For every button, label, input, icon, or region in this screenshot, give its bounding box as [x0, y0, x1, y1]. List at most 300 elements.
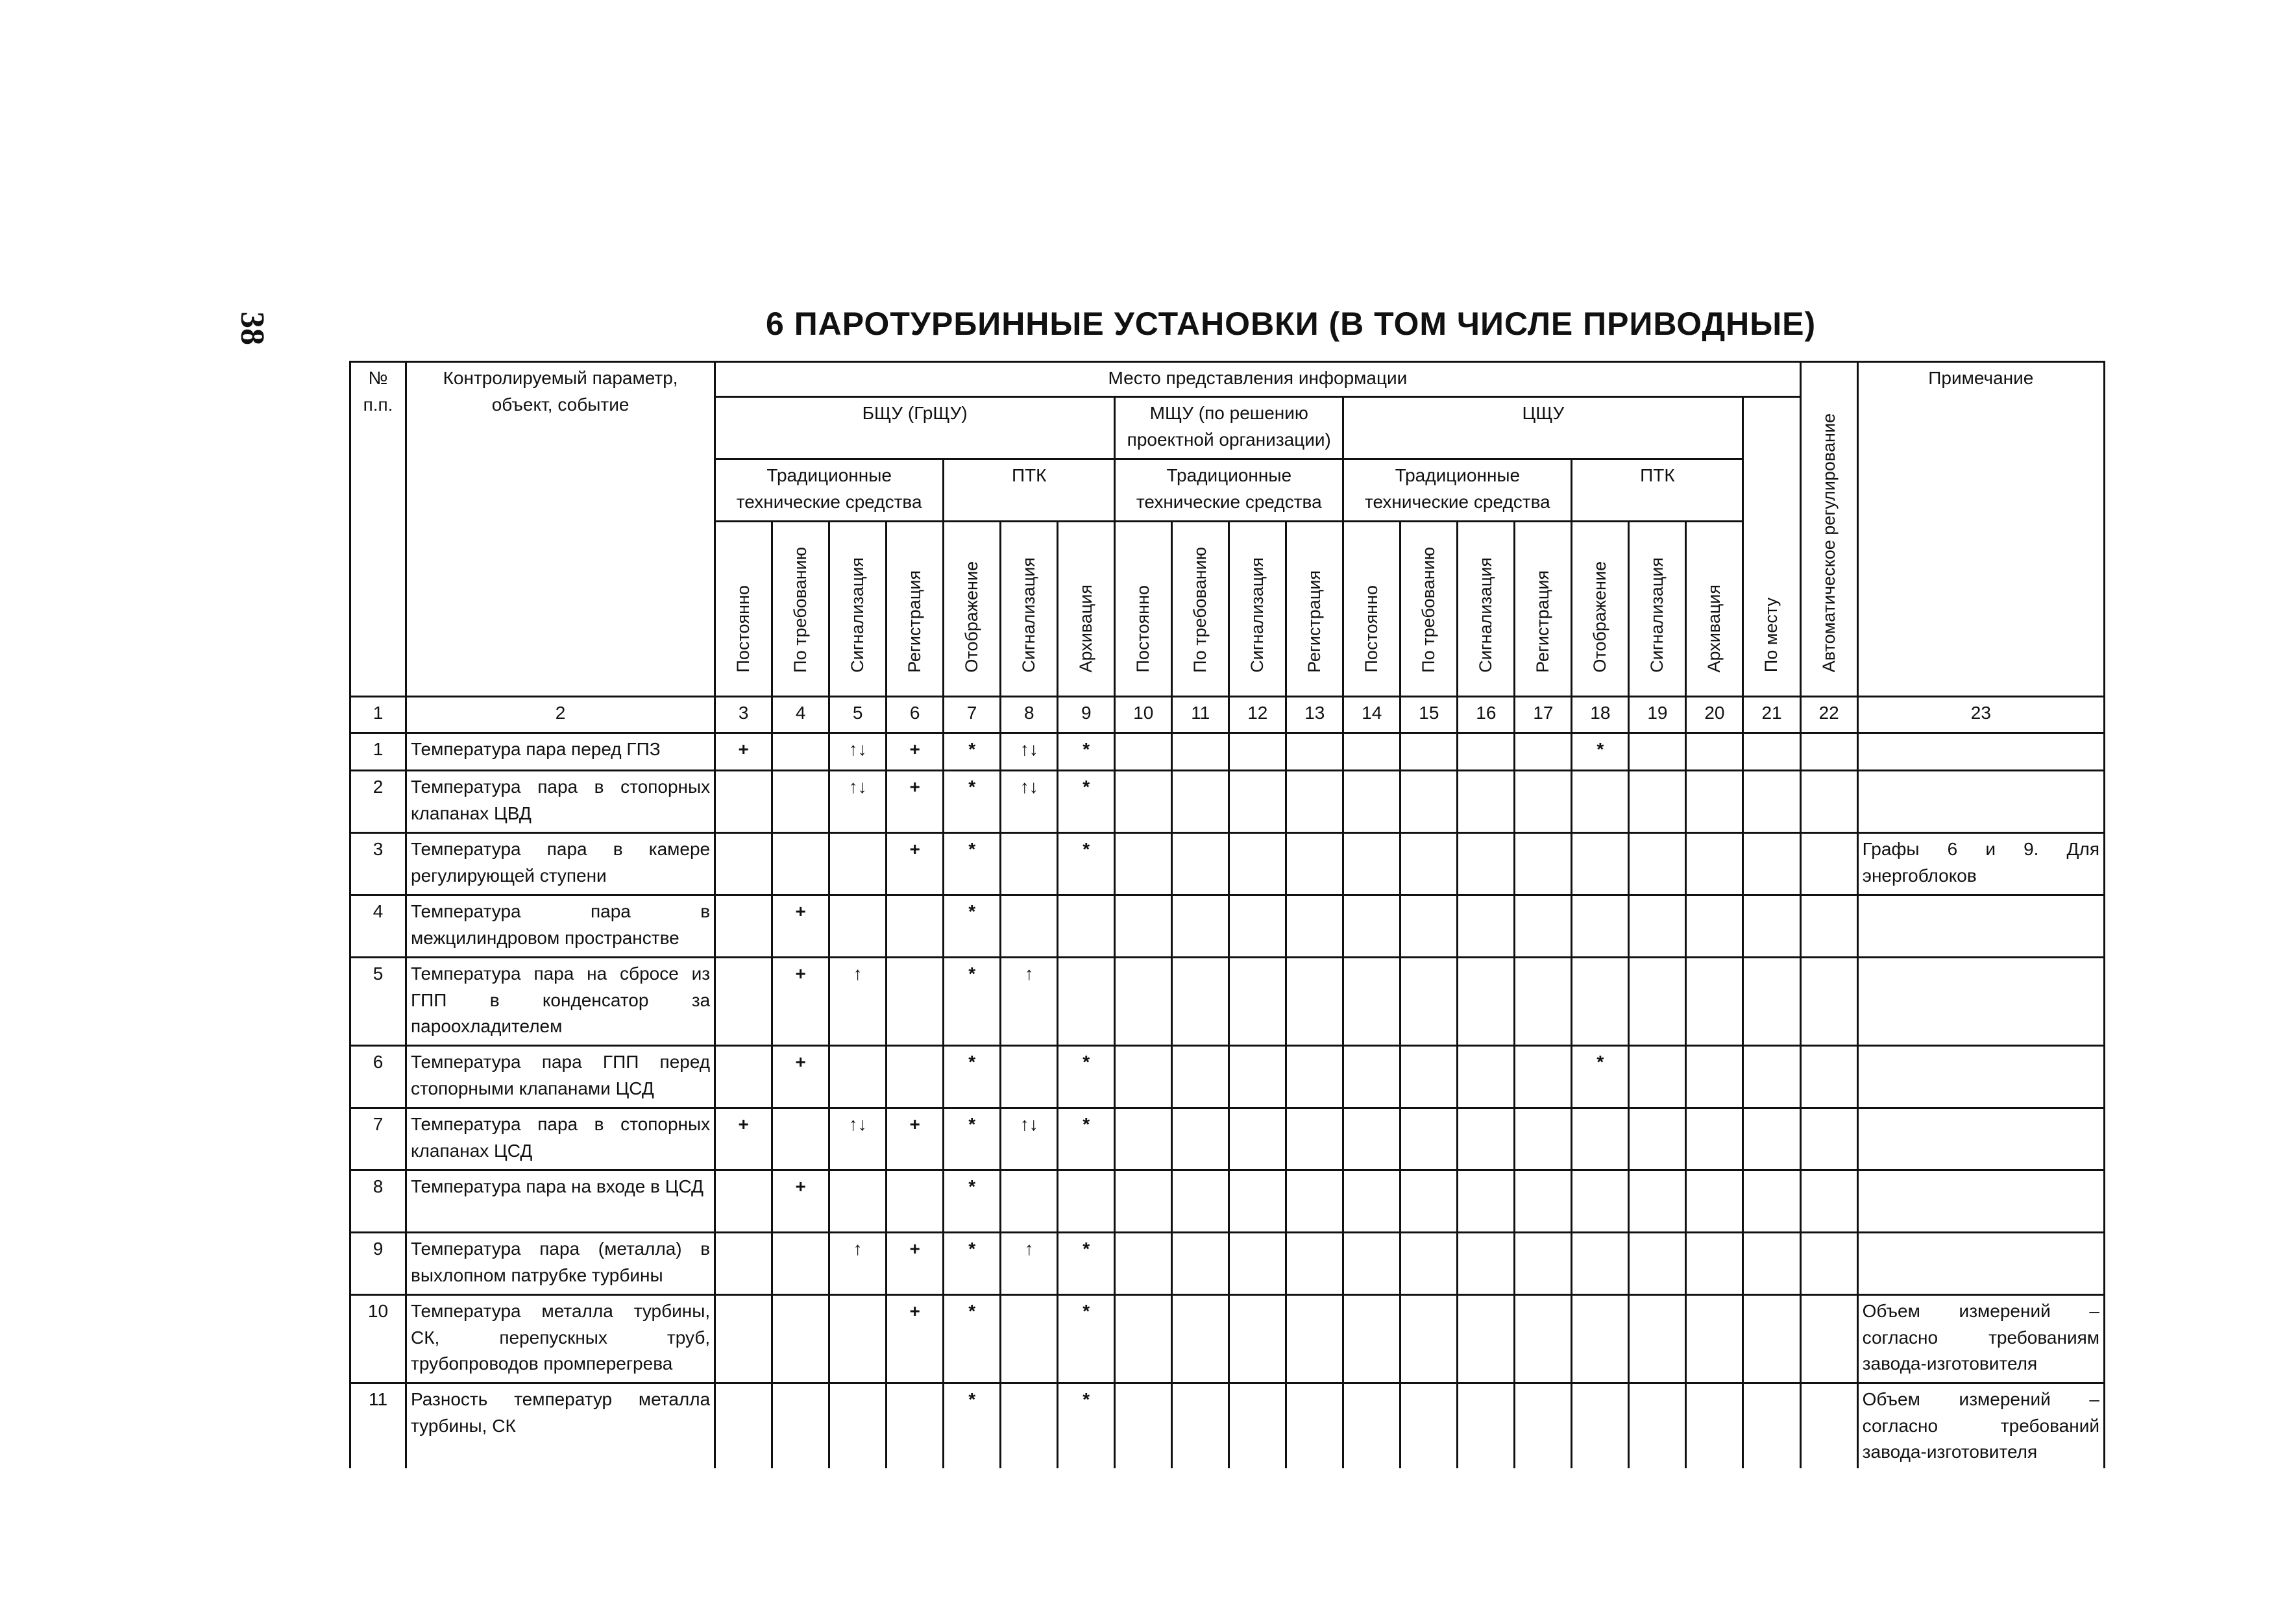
subheader-cell: [1572, 522, 1629, 697]
row-mark: +: [772, 958, 829, 1046]
header-param: Контролируемый параметр, объект, событие: [406, 362, 715, 697]
subheader-cell: [772, 522, 829, 697]
row-mark: *: [944, 1233, 1001, 1295]
row-mark: *: [944, 1170, 1001, 1233]
row-note: [1857, 771, 2104, 833]
row-parameter: Температура пара в стопорных клапанах ЦВД: [406, 771, 715, 833]
row-mark: [1572, 1295, 1629, 1383]
row-mark: [1172, 1295, 1229, 1383]
row-mark: [1172, 771, 1229, 833]
row-note: [1857, 958, 2104, 1046]
row-mark: [1458, 771, 1515, 833]
row-mark: [1458, 1295, 1515, 1383]
row-mark: [1629, 733, 1686, 771]
row-mark: [1686, 958, 1743, 1046]
subheader-cell: [1400, 522, 1458, 697]
row-mark: [1800, 1383, 1857, 1468]
column-number: 12: [1229, 697, 1286, 733]
row-mark: [1572, 833, 1629, 895]
row-mark: [772, 771, 829, 833]
table-row: [350, 958, 2105, 1046]
row-note: Объем измерений – согласно требований завода-изготовителя: [1857, 1383, 2104, 1468]
row-mark: [1400, 1383, 1458, 1468]
row-number: 4: [350, 895, 406, 958]
row-mark: [1572, 958, 1629, 1046]
table-row: [350, 895, 2105, 958]
row-number: 2: [350, 771, 406, 833]
row-mark: [1743, 1108, 1800, 1170]
row-mark: [1229, 895, 1286, 958]
row-mark: *: [1058, 1108, 1115, 1170]
row-mark: +: [772, 1046, 829, 1108]
row-mark: *: [1058, 1046, 1115, 1108]
row-mark: ↑↓: [1001, 1108, 1058, 1170]
subheader-cell: [1058, 522, 1115, 697]
row-mark: [1343, 833, 1400, 895]
row-mark: [1115, 833, 1172, 895]
row-mark: [1172, 1108, 1229, 1170]
row-mark: [1286, 1046, 1343, 1108]
row-mark: [1515, 1046, 1572, 1108]
row-mark: [1800, 833, 1857, 895]
subheader-cell: [1229, 522, 1286, 697]
row-mark: [1286, 895, 1343, 958]
row-mark: [1229, 733, 1286, 771]
row-mark: [1001, 1170, 1058, 1233]
column-number: 7: [944, 697, 1001, 733]
row-mark: +: [715, 1108, 772, 1170]
row-mark: *: [944, 1108, 1001, 1170]
row-mark: [772, 1233, 829, 1295]
column-number: 3: [715, 697, 772, 733]
row-mark: [1743, 895, 1800, 958]
subheader-cell: [1629, 522, 1686, 697]
row-mark: [1343, 733, 1400, 771]
header-place: Место представления информации: [715, 362, 1801, 397]
row-mark: [715, 1383, 772, 1468]
subheader-label: Отображение: [962, 561, 982, 673]
row-mark: ↑↓: [829, 771, 887, 833]
row-mark: [1800, 895, 1857, 958]
subheader-label: Регистрация: [905, 570, 925, 673]
row-parameter: Температура пара ГПП перед стопорными клапанами ЦСД: [406, 1046, 715, 1108]
row-mark: [1115, 733, 1172, 771]
row-mark: [1458, 958, 1515, 1046]
row-mark: +: [887, 833, 944, 895]
row-mark: [1343, 895, 1400, 958]
row-mark: [1286, 1383, 1343, 1468]
row-mark: [1686, 1233, 1743, 1295]
row-number: 6: [350, 1046, 406, 1108]
row-mark: [1286, 1233, 1343, 1295]
row-mark: [1629, 958, 1686, 1046]
column-number: 2: [406, 697, 715, 733]
row-mark: [1400, 1295, 1458, 1383]
row-mark: [1115, 895, 1172, 958]
row-mark: [1515, 833, 1572, 895]
row-mark: [1343, 1233, 1400, 1295]
row-mark: [1343, 1295, 1400, 1383]
row-mark: *: [944, 1295, 1001, 1383]
row-mark: *: [1058, 833, 1115, 895]
row-mark: [1572, 1108, 1629, 1170]
row-mark: [829, 1046, 887, 1108]
column-number: 14: [1343, 697, 1400, 733]
row-mark: [1458, 895, 1515, 958]
table-row: [350, 1170, 2105, 1233]
row-mark: [1115, 1170, 1172, 1233]
row-mark: *: [1058, 1233, 1115, 1295]
header-bshu: БЩУ (ГрЩУ): [715, 397, 1115, 459]
header-mshu: МЩУ (по решению проектной организации): [1115, 397, 1343, 459]
row-mark: [1515, 958, 1572, 1046]
row-mark: [1001, 1383, 1058, 1468]
row-mark: [1400, 733, 1458, 771]
row-mark: [1286, 958, 1343, 1046]
row-number: 9: [350, 1233, 406, 1295]
row-mark: *: [944, 1046, 1001, 1108]
row-mark: +: [887, 771, 944, 833]
row-mark: [1743, 1170, 1800, 1233]
column-number: 22: [1800, 697, 1857, 733]
row-mark: [1515, 895, 1572, 958]
row-mark: ↑↓: [1001, 771, 1058, 833]
row-note: [1857, 1108, 2104, 1170]
row-mark: [1286, 733, 1343, 771]
subheader-cell: [1515, 522, 1572, 697]
row-mark: [1800, 771, 1857, 833]
row-mark: [1172, 833, 1229, 895]
row-note: Графы 6 и 9. Для энергоблоков: [1857, 833, 2104, 895]
row-mark: [1686, 1295, 1743, 1383]
row-mark: [1686, 1170, 1743, 1233]
row-mark: [1229, 1170, 1286, 1233]
row-number: 1: [350, 733, 406, 771]
row-mark: [1001, 1295, 1058, 1383]
row-mark: [1286, 771, 1343, 833]
row-mark: [1286, 1170, 1343, 1233]
row-mark: *: [944, 733, 1001, 771]
column-number: 9: [1058, 697, 1115, 733]
row-mark: [1400, 1170, 1458, 1233]
column-number: 13: [1286, 697, 1343, 733]
row-mark: [1629, 1108, 1686, 1170]
section-title: 6 ПАРОТУРБИННЫЕ УСТАНОВКИ (В ТОМ ЧИСЛЕ ПРИВОДНЫЕ): [766, 306, 1816, 342]
row-mark: ↑↓: [1001, 733, 1058, 771]
row-mark: [1515, 1383, 1572, 1468]
table-row: [350, 1233, 2105, 1295]
subheader-label: Постоянно: [1362, 585, 1382, 673]
row-mark: *: [1572, 1046, 1629, 1108]
row-mark: +: [715, 733, 772, 771]
row-mark: [1629, 1233, 1686, 1295]
table-row: [350, 771, 2105, 833]
subheader-label: Сигнализация: [848, 557, 868, 673]
row-mark: [1515, 1233, 1572, 1295]
header-po-mestu-cell: [1743, 397, 1800, 697]
subheader-cell: [1001, 522, 1058, 697]
row-mark: +: [887, 1108, 944, 1170]
header-cshu: ЦЩУ: [1343, 397, 1743, 459]
table-row: [350, 1046, 2105, 1108]
row-mark: [1686, 771, 1743, 833]
row-mark: ↑↓: [829, 733, 887, 771]
row-mark: [1172, 958, 1229, 1046]
subheader-cell: [1286, 522, 1343, 697]
row-mark: [715, 1295, 772, 1383]
row-mark: [1515, 733, 1572, 771]
subheader-cell: [829, 522, 887, 697]
row-mark: [1229, 1108, 1286, 1170]
row-mark: [772, 1108, 829, 1170]
row-mark: [715, 1170, 772, 1233]
row-mark: [1229, 1383, 1286, 1468]
row-mark: [829, 833, 887, 895]
row-mark: [1458, 833, 1515, 895]
row-note: [1857, 733, 2104, 771]
row-mark: *: [944, 895, 1001, 958]
row-note: [1857, 1170, 2104, 1233]
row-mark: *: [1058, 733, 1115, 771]
subheader-cell: [1172, 522, 1229, 697]
subheader-cell: [1115, 522, 1172, 697]
header-num: № п.п.: [350, 362, 406, 697]
subheader-cell: [715, 522, 772, 697]
row-mark: [715, 895, 772, 958]
row-mark: [1629, 1170, 1686, 1233]
row-mark: [1229, 771, 1286, 833]
row-parameter: Температура пара в камере регулирующей ступени: [406, 833, 715, 895]
row-mark: [1343, 958, 1400, 1046]
row-mark: [715, 1233, 772, 1295]
row-mark: [1458, 1108, 1515, 1170]
row-mark: [1743, 771, 1800, 833]
row-mark: [1343, 1046, 1400, 1108]
row-number: 8: [350, 1170, 406, 1233]
row-mark: [1058, 958, 1115, 1046]
row-number: 7: [350, 1108, 406, 1170]
row-mark: [1115, 1046, 1172, 1108]
subheader-label: Регистрация: [1533, 570, 1553, 673]
row-parameter: Температура металла турбины, СК, перепускных труб, трубопроводов промперегрева: [406, 1295, 715, 1383]
row-mark: [1458, 1046, 1515, 1108]
row-mark: [1115, 1108, 1172, 1170]
row-mark: [1572, 1383, 1629, 1468]
row-mark: [887, 1046, 944, 1108]
table-container: [349, 361, 2105, 1516]
row-mark: [1001, 895, 1058, 958]
row-mark: [1572, 1233, 1629, 1295]
row-mark: [829, 895, 887, 958]
column-number: 11: [1172, 697, 1229, 733]
row-mark: [1172, 895, 1229, 958]
row-mark: [1058, 1170, 1115, 1233]
subheader-cell: [944, 522, 1001, 697]
column-number: 21: [1743, 697, 1800, 733]
row-mark: [1629, 1295, 1686, 1383]
row-mark: ↑: [1001, 958, 1058, 1046]
column-number: 6: [887, 697, 944, 733]
row-mark: [1343, 1108, 1400, 1170]
column-number: 15: [1400, 697, 1458, 733]
row-mark: [1229, 1233, 1286, 1295]
row-mark: [1286, 1295, 1343, 1383]
subheader-label: По требованию: [1190, 546, 1210, 673]
subheader-cell: [887, 522, 944, 697]
row-mark: [1343, 771, 1400, 833]
row-mark: [1629, 1383, 1686, 1468]
row-mark: [1400, 958, 1458, 1046]
row-parameter: Температура пара на входе в ЦСД: [406, 1170, 715, 1233]
subheader-cell: [1686, 522, 1743, 697]
header-po-mestu: По месту: [1761, 598, 1781, 673]
table-row: [350, 1295, 2105, 1383]
row-mark: [1743, 1383, 1800, 1468]
row-mark: [1343, 1383, 1400, 1468]
column-number: 10: [1115, 697, 1172, 733]
row-mark: [887, 1170, 944, 1233]
row-mark: [1800, 1233, 1857, 1295]
row-mark: [1115, 958, 1172, 1046]
row-mark: [1172, 733, 1229, 771]
row-mark: [1743, 1046, 1800, 1108]
row-mark: [1686, 1383, 1743, 1468]
column-number: 17: [1515, 697, 1572, 733]
table-row: [350, 1383, 2105, 1468]
row-note: Объем измерений – согласно требованиям завода-изготовителя: [1857, 1295, 2104, 1383]
row-mark: ↑: [829, 1233, 887, 1295]
row-mark: ↑↓: [829, 1108, 887, 1170]
row-mark: [1458, 733, 1515, 771]
column-number: 23: [1857, 697, 2104, 733]
row-parameter: Температура пара в стопорных клапанах ЦСД: [406, 1108, 715, 1170]
row-mark: [1400, 833, 1458, 895]
row-mark: [1743, 1295, 1800, 1383]
row-mark: [1400, 771, 1458, 833]
row-mark: [1686, 1108, 1743, 1170]
table-row: [350, 833, 2105, 895]
header-mshu-trad: Традиционные технические средства: [1115, 459, 1343, 522]
subheader-label: Архивация: [1704, 584, 1724, 673]
row-mark: [1001, 833, 1058, 895]
row-mark: [1629, 771, 1686, 833]
row-mark: [1629, 895, 1686, 958]
row-mark: [1743, 833, 1800, 895]
row-mark: [1172, 1170, 1229, 1233]
row-mark: [1800, 733, 1857, 771]
row-mark: [1743, 1233, 1800, 1295]
row-mark: [1572, 771, 1629, 833]
row-mark: [829, 1170, 887, 1233]
row-mark: [1229, 1295, 1286, 1383]
row-mark: [1115, 1295, 1172, 1383]
row-mark: [1800, 1046, 1857, 1108]
row-mark: *: [1058, 1383, 1115, 1468]
column-number: 18: [1572, 697, 1629, 733]
column-number: 4: [772, 697, 829, 733]
column-number: 1: [350, 697, 406, 733]
row-mark: [1686, 733, 1743, 771]
subheader-label: Сигнализация: [1247, 557, 1267, 673]
row-mark: [1400, 1046, 1458, 1108]
row-mark: [1629, 833, 1686, 895]
row-note: [1857, 895, 2104, 958]
row-mark: *: [1058, 1295, 1115, 1383]
header-bshu-trad: Традиционные технические средства: [715, 459, 944, 522]
row-mark: +: [887, 1233, 944, 1295]
row-mark: [1515, 1295, 1572, 1383]
subheader-label: Отображение: [1590, 561, 1610, 673]
row-mark: [1229, 1046, 1286, 1108]
row-mark: +: [772, 895, 829, 958]
row-parameter: Температура пара в межцилиндровом пространстве: [406, 895, 715, 958]
subheader-cell: [1458, 522, 1515, 697]
row-mark: [1572, 895, 1629, 958]
row-number: 10: [350, 1295, 406, 1383]
subheader-label: Регистрация: [1304, 570, 1325, 673]
table-row: [350, 1108, 2105, 1170]
row-number: 3: [350, 833, 406, 895]
row-mark: [1800, 1295, 1857, 1383]
row-mark: [1229, 833, 1286, 895]
row-mark: [715, 771, 772, 833]
column-number: 8: [1001, 697, 1058, 733]
column-number: 5: [829, 697, 887, 733]
row-parameter: Температура пара перед ГПЗ: [406, 733, 715, 771]
table-row: [350, 733, 2105, 771]
row-mark: *: [1058, 771, 1115, 833]
row-mark: [887, 1383, 944, 1468]
row-note: [1857, 1233, 2104, 1295]
row-mark: [1458, 1170, 1515, 1233]
row-mark: [1800, 958, 1857, 1046]
row-mark: +: [772, 1170, 829, 1233]
row-mark: [715, 1046, 772, 1108]
row-parameter: Температура пара (металла) в выхлопном патрубке турбины: [406, 1233, 715, 1295]
row-mark: [829, 1295, 887, 1383]
row-mark: [1686, 895, 1743, 958]
column-number: 16: [1458, 697, 1515, 733]
header-auto-reg: Автоматическое регулирование: [1818, 413, 1839, 673]
row-mark: [1286, 1108, 1343, 1170]
subheader-label: Сигнализация: [1476, 557, 1496, 673]
subheader-label: По требованию: [790, 546, 811, 673]
row-mark: [1229, 958, 1286, 1046]
row-mark: [829, 1383, 887, 1468]
row-mark: [772, 733, 829, 771]
row-mark: [1400, 895, 1458, 958]
header-cshu-ptk: ПТК: [1572, 459, 1743, 522]
row-mark: [887, 895, 944, 958]
parameters-table: [349, 361, 2105, 1468]
row-mark: [1343, 1170, 1400, 1233]
row-parameter: Температура пара на сбросе из ГПП в конденсатор за пароохладителем: [406, 958, 715, 1046]
row-parameter: Разность температур металла турбины, СК: [406, 1383, 715, 1468]
row-mark: [772, 1295, 829, 1383]
row-mark: [1743, 958, 1800, 1046]
row-mark: [715, 833, 772, 895]
header-auto-reg-cell: [1800, 362, 1857, 697]
header-note: Примечание: [1857, 362, 2104, 697]
row-mark: *: [944, 958, 1001, 1046]
subheader-label: Сигнализация: [1019, 557, 1039, 673]
row-mark: +: [887, 1295, 944, 1383]
row-mark: *: [944, 833, 1001, 895]
subheader-label: Постоянно: [1133, 585, 1153, 673]
row-mark: [1515, 1108, 1572, 1170]
row-mark: [1058, 895, 1115, 958]
page-number: 38: [234, 311, 271, 345]
